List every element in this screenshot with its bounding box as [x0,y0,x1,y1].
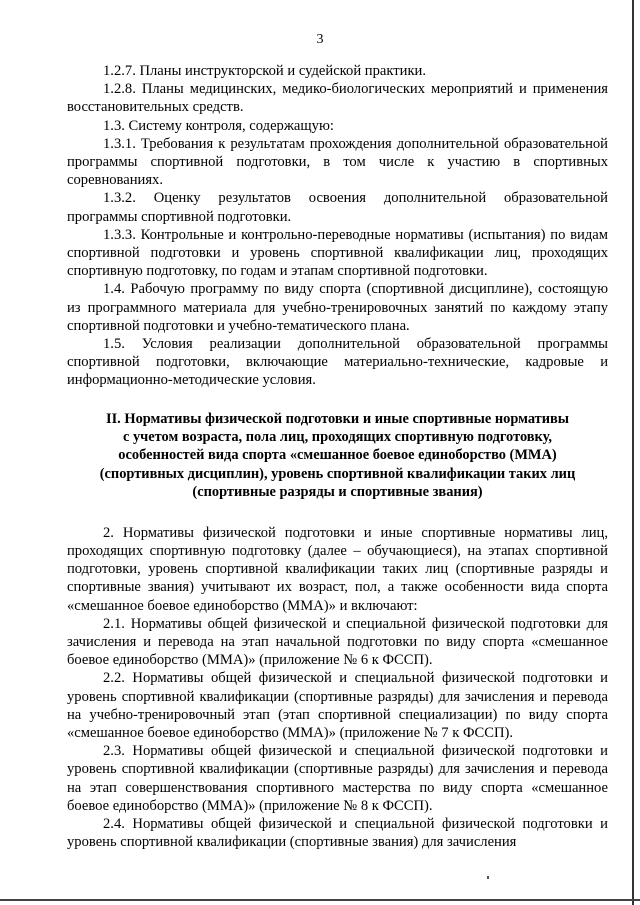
paragraph-1-3-2: 1.3.2. Оценку результатов освоения дополнительной образовательной программы спортивной подготовки. [67,190,608,225]
section-heading [67,410,608,502]
scan-speck [487,876,489,879]
paragraph-1-4: 1.4. Рабочую программу по виду спорта (спортивной дисциплине), состоящую из программного материала для учебно-тренировочных занятий по каждому этапу спортивной подготовки и учебно-тематического плана. [67,281,608,334]
paragraph-2-4: 2.4. Нормативы общей физической и специальной физической подготовки и уровень спортивной квалификации (спортивные звания) для зачисления [67,815,608,851]
paragraph-1-2-7: 1.2.7. Планы инструкторской и судейской практики. [103,63,426,79]
paragraph-1-3-3: 1.3.3. Контрольные и контрольно-переводные нормативы (испытания) по видам спортивной подготовки и уровень спортивной квалификации лиц, проходящих спортивную подготовку, по годам и этапам спортивной подготовки. [67,226,608,280]
paragraph-1-2-8: 1.2.8. Планы медицинских, медико-биологических мероприятий и применения восстановительных средств. [67,81,608,116]
scan-edge-bottom [0,899,640,901]
paragraph-1-5: 1.5. Условия реализации дополнительной образовательной программы спортивной подготовки, включающие материально-технические, кадровые и информационно-методические условия. [67,336,608,389]
page-number: 3 [316,32,324,47]
section-heading-line: (спортивные разряды и спортивные звания) [192,484,483,501]
scan-edge-right [632,0,634,905]
section-heading-line: особенностей вида спорта «смешанное боевое единоборство (ММА) [118,447,557,464]
paragraph-2-3: 2.3. Нормативы общей физической и специальной физической подготовки и уровень спортивной квалификации (спортивные разряды) для зачисления и перевода на этап совершенствования спортивного мастерства по виду спорта «смешанное боевое единоборство (ММА)» (приложение № 8 к ФССП). [67,743,608,814]
document-body [67,62,608,851]
section-heading-line: II. Нормативы физической подготовки и иные спортивные нормативы [105,410,570,427]
section-heading-line: (спортивных дисциплин), уровень спортивной квалификации таких лиц [99,465,576,482]
section-heading-line: с учетом возраста, пола лиц, проходящих спортивную подготовку, [123,429,552,446]
paragraph-1-3-1: 1.3.1. Требования к результатам прохождения дополнительной образовательной программы спортивной подготовки, в том числе к участию в спортивных соревнованиях. [67,135,608,189]
paragraph-2-2: 2.2. Нормативы общей физической и специальной физической подготовки и уровень спортивной квалификации (спортивные разряды) для зачисления и перевода на учебно-тренировочный этап (этап спортивной специализации) по виду спорта «смешанное боевое единоборство (ММА)» (приложение № 7 к ФССП). [67,670,608,741]
paragraph-2-1: 2.1. Нормативы общей физической и специальной физической подготовки для зачисления и перевода на этап начальной подготовки по виду спорта «смешанное боевое единоборство (ММА)» (приложение № 6 к ФССП). [67,615,608,669]
paragraph-2: 2. Нормативы физической подготовки и иные спортивные нормативы лиц, проходящих спортивную подготовку (далее – обучающиеся), на этапах спортивной подготовки, уровень спортивной квалификации таких лиц (спортивные разряды и спортивные звания) учитывают их возраст, пол, а также особенности вида спорта «смешанное боевое единоборство (ММА)» и включают: [67,524,608,614]
paragraph-1-3: 1.3. Систему контроля, содержащую: [103,117,334,134]
